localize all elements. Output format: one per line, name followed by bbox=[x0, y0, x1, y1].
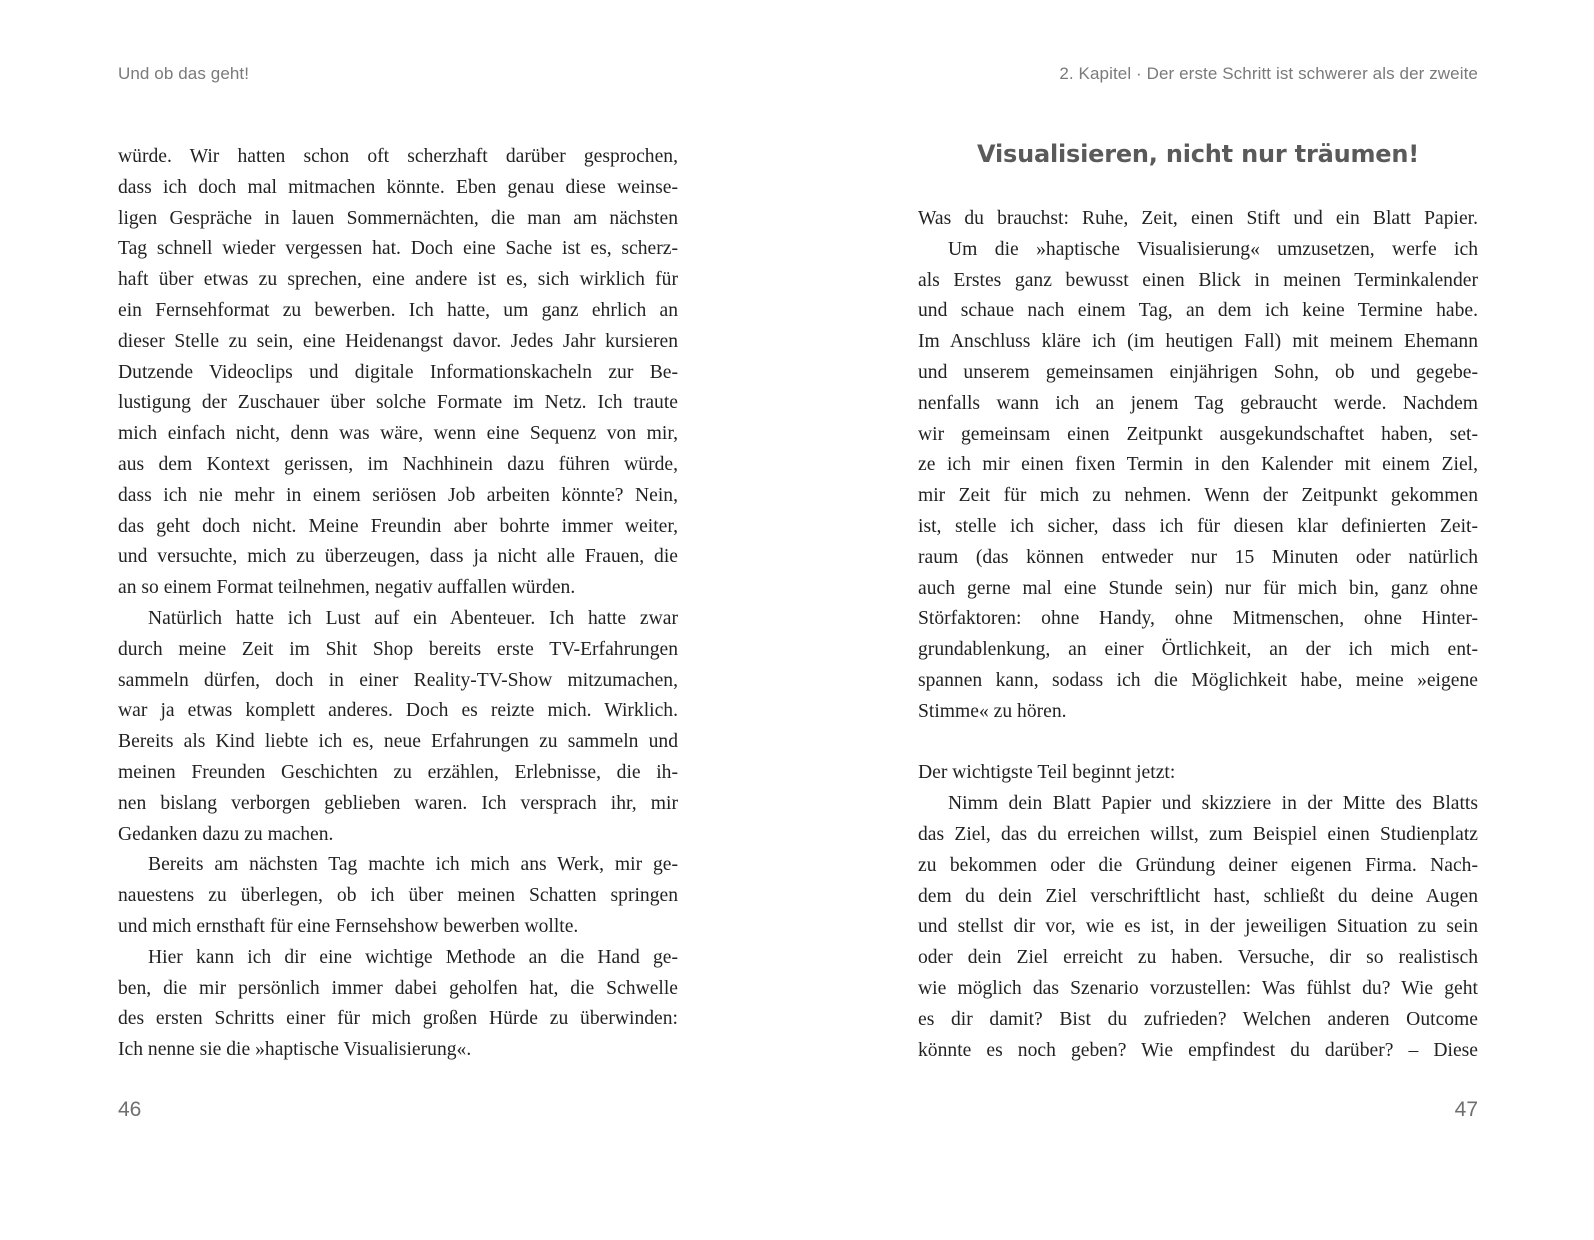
text-line: oder dein Ziel erreicht zu haben. Versuche, dir so realistisch bbox=[918, 947, 1478, 969]
text-line: dass ich doch mal mitmachen könnte. Eben genau diese weinse- bbox=[118, 176, 678, 198]
text-line: Bereits als Kind liebte ich es, neue Erfahrungen zu sammeln und bbox=[118, 731, 678, 753]
running-head-left: Und ob das geht! bbox=[118, 64, 250, 83]
text-line: auch gerne mal eine Stunde sein) nur für mich bin, ganz ohne bbox=[918, 577, 1478, 599]
text-line: nen bislang verborgen geblieben waren. Ich versprach ihr, mir bbox=[118, 792, 678, 814]
text-line: Im Anschluss kläre ich (im heutigen Fall) mit meinem Ehemann bbox=[918, 331, 1478, 353]
text-line: und versuchte, mich zu überzeugen, dass ja nicht alle Frauen, die bbox=[118, 546, 678, 568]
page-number-right: 47 bbox=[1454, 1098, 1478, 1121]
left-page bbox=[118, 0, 678, 1240]
text-line: ein Fernsehformat zu bewerben. Ich hatte, um ganz ehrlich an bbox=[118, 299, 678, 321]
text-line: Störfaktoren: ohne Handy, ohne Mitmenschen, ohne Hinter- bbox=[918, 608, 1478, 630]
text-line: das Ziel, das du erreichen willst, zum Beispiel einen Studienplatz bbox=[918, 823, 1478, 845]
text-line: Stimme« zu hören. bbox=[918, 700, 1067, 722]
text-line: ben, die mir persönlich immer dabei geholfen hat, die Schwelle bbox=[118, 977, 678, 999]
text-line: und schaue nach einem Tag, an dem ich keine Termine habe. bbox=[918, 300, 1478, 322]
text-line: nenfalls wann ich an jenem Tag gebraucht werde. Nachdem bbox=[918, 392, 1478, 414]
text-line: Tag schnell wieder vergessen hat. Doch eine Sache ist es, scherz- bbox=[118, 238, 678, 260]
text-line: dem du dein Ziel verschriftlicht hast, schließt du deine Augen bbox=[918, 885, 1478, 907]
text-line: als Erstes ganz bewusst einen Blick in meinen Terminkalender bbox=[918, 269, 1478, 291]
text-line: ze ich mir einen fixen Termin in den Kalender mit einem Ziel, bbox=[918, 454, 1478, 476]
page-number-left: 46 bbox=[118, 1098, 142, 1121]
text-line: Hier kann ich dir eine wichtige Methode an die Hand ge- bbox=[148, 946, 678, 968]
text-line: Ich nenne sie die »haptische Visualisierung«. bbox=[118, 1039, 472, 1061]
text-line: sammeln dürfen, doch in einer Reality-TV-Show mitzumachen, bbox=[118, 669, 678, 691]
text-line: an so einem Format teilnehmen, negativ auffallen würden. bbox=[118, 577, 576, 599]
text-line: dieser Stelle zu sein, eine Heidenangst davor. Jedes Jahr kursieren bbox=[118, 330, 678, 352]
text-line: wir gemeinsam einen Zeitpunkt ausgekundschaftet haben, set- bbox=[918, 423, 1478, 445]
text-line: und unserem gemeinsamen einjährigen Sohn, ob und gegebe- bbox=[918, 361, 1478, 383]
text-line: zu bekommen oder die Gründung deiner eigenen Firma. Nach- bbox=[918, 854, 1478, 876]
text-line: und mich ernsthaft für eine Fernsehshow bewerben wollte. bbox=[118, 915, 579, 937]
text-line: haft über etwas zu sprechen, eine andere ist es, sich wirklich für bbox=[118, 269, 678, 291]
text-line: könnte es noch geben? Wie empfindest du darüber? – Diese bbox=[918, 1039, 1478, 1061]
text-line: Um die »haptische Visualisierung« umzusetzen, werfe ich bbox=[948, 238, 1478, 260]
text-line: war ja etwas komplett anderes. Doch es reizte mich. Wirklich. bbox=[118, 700, 678, 722]
text-line: Bereits am nächsten Tag machte ich mich ans Werk, mir ge- bbox=[148, 854, 678, 876]
text-line: nauestens zu überlegen, ob ich über meinen Schatten springen bbox=[118, 885, 678, 907]
text-line: ist, stelle ich sicher, dass ich für diesen klar definierten Zeit- bbox=[918, 515, 1478, 537]
text-line: des ersten Schritts einer für mich großen Hürde zu überwinden: bbox=[118, 1008, 678, 1030]
text-line: mir Zeit für mich zu nehmen. Wenn der Zeitpunkt gekommen bbox=[918, 485, 1478, 507]
text-line: ligen Gespräche in lauen Sommernächten, die man am nächsten bbox=[118, 207, 678, 229]
text-line: durch meine Zeit im Shit Shop bereits erste TV-Erfahrungen bbox=[118, 638, 678, 660]
text-line: grundablenkung, an einer Örtlichkeit, an der ich mich ent- bbox=[918, 639, 1478, 661]
text-line: es dir damit? Bist du zufrieden? Welchen anderen Outcome bbox=[918, 1008, 1478, 1030]
right-page bbox=[918, 0, 1478, 1240]
text-line: und stellst dir vor, wie es ist, in der jeweiligen Situation zu sein bbox=[918, 916, 1478, 938]
text-line: Was du brauchst: Ruhe, Zeit, einen Stift und ein Blatt Papier. bbox=[918, 208, 1478, 229]
text-line: Dutzende Videoclips und digitale Informationskacheln zur Be- bbox=[118, 361, 678, 383]
running-head-right: 2. Kapitel · Der erste Schritt ist schwerer als der zweite bbox=[1059, 64, 1478, 83]
text-line: Natürlich hatte ich Lust auf ein Abenteuer. Ich hatte zwar bbox=[148, 607, 678, 629]
text-line: spannen kann, sodass ich die Möglichkeit habe, meine »eigene bbox=[918, 669, 1478, 691]
text-line: Gedanken dazu zu machen. bbox=[118, 823, 334, 845]
text-line: aus dem Kontext gerissen, im Nachhinein dazu führen würde, bbox=[118, 453, 678, 475]
text-line: dass ich nie mehr in einem seriösen Job arbeiten könnte? Nein, bbox=[118, 484, 678, 506]
left-body-text bbox=[118, 142, 678, 1066]
text-line: raum (das können entweder nur 15 Minuten oder natürlich bbox=[918, 546, 1478, 568]
text-line: das geht doch nicht. Meine Freundin aber bohrte immer weiter, bbox=[118, 515, 678, 537]
text-line: Nimm dein Blatt Papier und skizziere in der Mitte des Blatts bbox=[948, 793, 1478, 815]
text-line: meinen Freunden Geschichten zu erzählen, Erlebnisse, die ih- bbox=[118, 761, 678, 783]
right-body-text bbox=[918, 204, 1478, 1066]
section-heading: Visualisieren, nicht nur träumen! bbox=[977, 140, 1419, 168]
text-line: lustigung der Zuschauer über solche Formate im Netz. Ich traute bbox=[118, 392, 678, 414]
text-line: wie möglich das Szenario vorzustellen: Was fühlst du? Wie geht bbox=[918, 977, 1478, 999]
text-line: Der wichtigste Teil beginnt jetzt: bbox=[918, 762, 1176, 784]
text-line: würde. Wir hatten schon oft scherzhaft darüber gesprochen, bbox=[118, 146, 678, 167]
text-line: mich einfach nicht, denn was wäre, wenn eine Sequenz von mir, bbox=[118, 423, 678, 445]
